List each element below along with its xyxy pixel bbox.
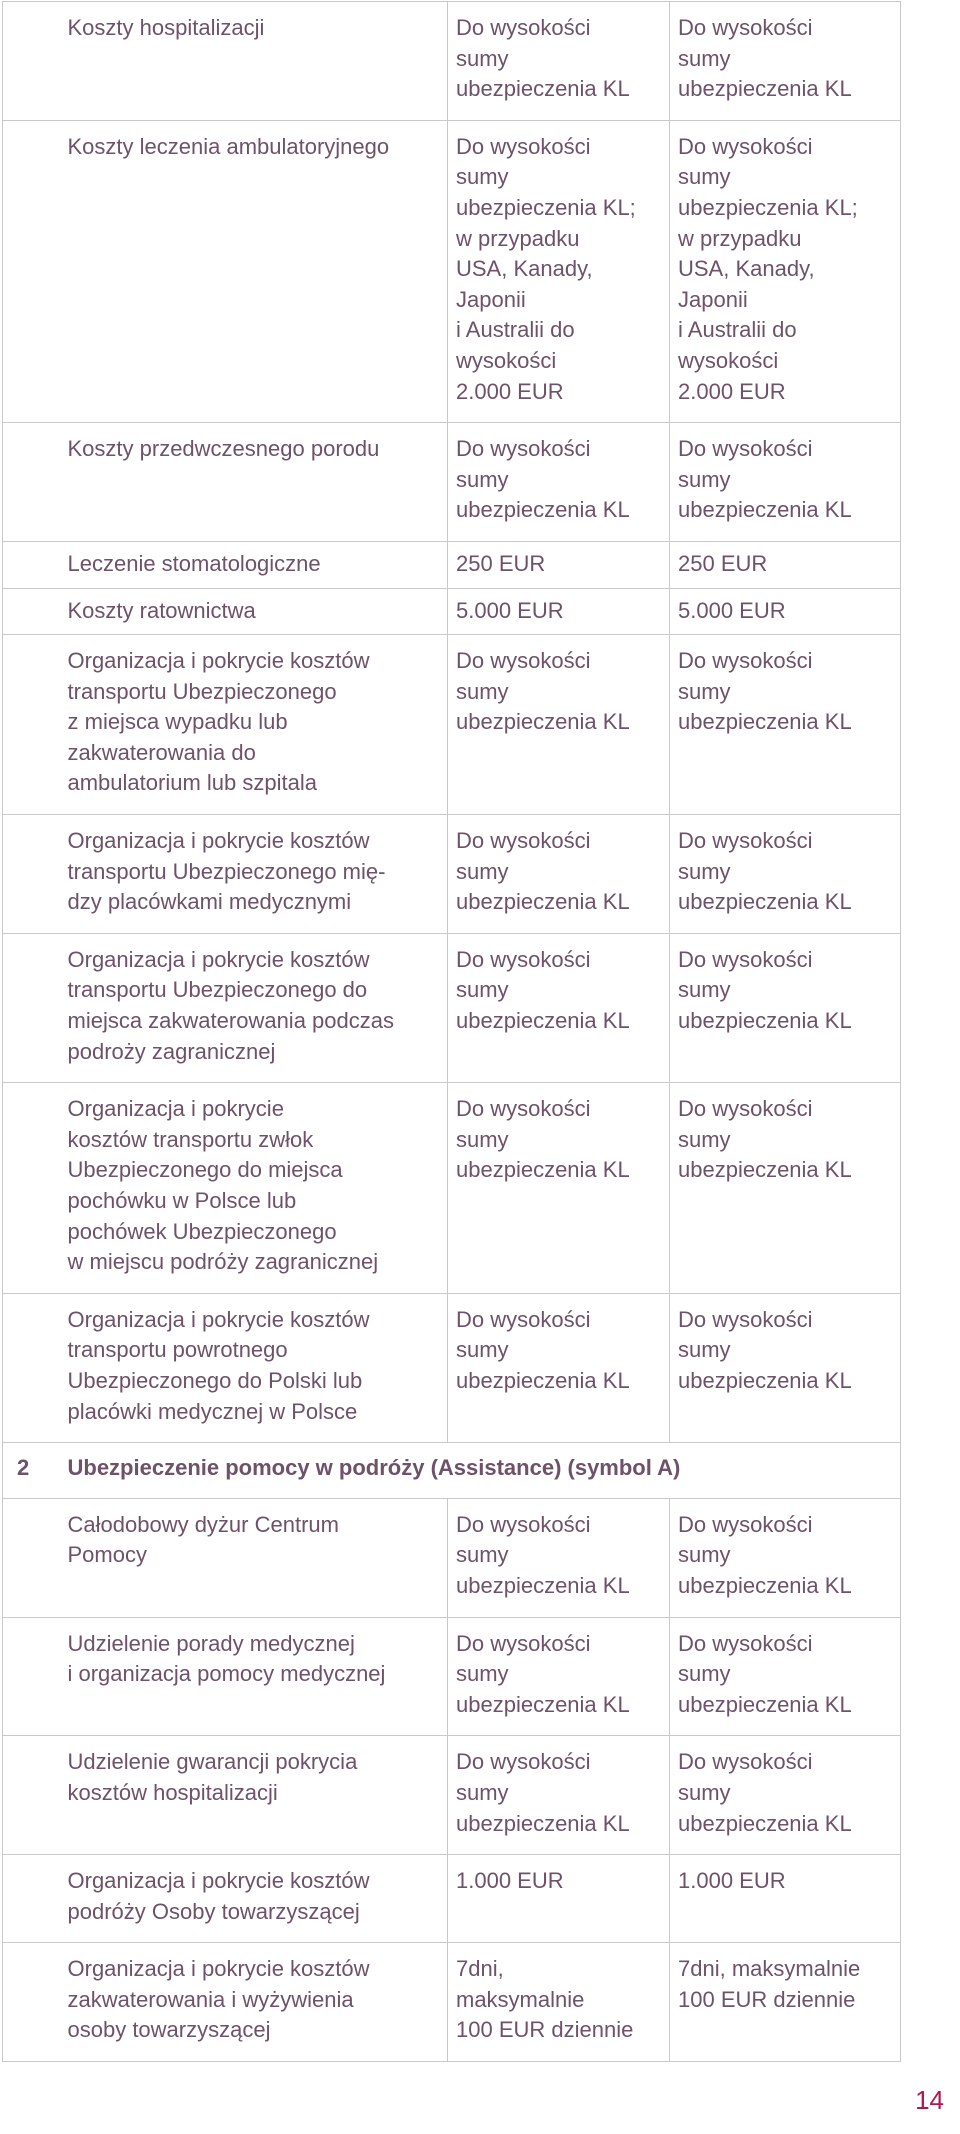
benefit-limit-variant-1-text: Do wysokości sumy ubezpieczenia KL — [456, 1306, 630, 1393]
benefit-name-text: Organizacja i pokrycie kosztów transportu Ubezpieczonego do miejsca zakwaterowania podczas podroży zagranicznej — [67, 946, 394, 1064]
benefit-name-text: Całodobowy dyżur Centrum Pomocy — [67, 1511, 339, 1568]
benefit-limit-variant-1 — [448, 588, 670, 635]
benefit-name-text: Organizacja i pokrycie kosztów transportu powrotnego Ubezpieczonego do Polski lub placówki medycznej w Polsce — [67, 1306, 370, 1424]
benefit-limit-variant-2 — [670, 1083, 901, 1294]
benefit-name-text: Koszty hospitalizacji — [67, 15, 265, 40]
benefit-name — [60, 1293, 448, 1442]
table-row — [3, 120, 901, 422]
benefit-name-text: Leczenie stomatologiczne — [67, 550, 321, 576]
row-spacer — [3, 1617, 60, 1736]
row-spacer — [3, 588, 60, 635]
benefits-table-body — [3, 2, 901, 2062]
benefit-limit-variant-2-text: Do wysokości sumy ubezpieczenia KL — [678, 946, 852, 1034]
table-row — [3, 1943, 901, 2062]
benefit-limit-variant-1 — [448, 1617, 670, 1736]
benefit-name-text: Organizacja i pokrycie kosztów transportu zwłok Ubezpieczonego do miejsca pochówku w Polsce lub pochówek Ubezpieczonego w miejscu podróży zagranicznej — [67, 1096, 379, 1275]
benefit-limit-variant-2-text: Do wysokości sumy ubezpieczenia KL — [678, 648, 852, 735]
benefit-limit-variant-2-text: Do wysokości sumy ubezpieczenia KL — [678, 15, 852, 102]
benefit-limit-variant-1 — [448, 635, 670, 815]
benefit-name — [60, 423, 448, 542]
benefit-name — [60, 120, 448, 422]
benefit-limit-variant-1-text: Do wysokości sumy ubezpieczenia KL — [456, 1096, 630, 1183]
table-row — [3, 815, 901, 934]
benefit-name-text: Organizacja i pokrycie kosztów zakwaterowania i wyżywienia osoby towarzyszącej — [67, 1956, 370, 2043]
benefit-limit-variant-2-text: 5.000 EUR — [678, 597, 786, 623]
benefit-limit-variant-2 — [670, 635, 901, 815]
benefit-limit-variant-2-text: Do wysokości sumy ubezpieczenia KL — [678, 1749, 852, 1836]
row-spacer — [3, 635, 60, 815]
row-spacer — [3, 1943, 60, 2062]
section-title — [60, 1443, 901, 1499]
benefit-limit-variant-2 — [670, 1736, 901, 1855]
benefit-limit-variant-2 — [670, 815, 901, 934]
benefit-name — [60, 1736, 448, 1855]
benefit-name — [60, 588, 448, 635]
table-row — [3, 1498, 901, 1617]
benefit-limit-variant-1 — [448, 933, 670, 1082]
benefit-name — [60, 933, 448, 1082]
row-spacer — [3, 423, 60, 542]
benefit-limit-variant-1 — [448, 2, 670, 121]
benefit-limit-variant-2 — [670, 2, 901, 121]
table-row — [3, 423, 901, 542]
benefit-limit-variant-1 — [448, 1855, 670, 1943]
benefit-limit-variant-2 — [670, 1617, 901, 1736]
benefit-name — [60, 635, 448, 815]
benefit-limit-variant-1 — [448, 815, 670, 934]
benefit-name — [60, 1855, 448, 1943]
benefit-limit-variant-1 — [448, 120, 670, 422]
benefit-limit-variant-1 — [448, 1943, 670, 2062]
benefit-name — [60, 815, 448, 934]
benefit-name — [60, 1083, 448, 1294]
table-row — [3, 933, 901, 1082]
benefit-limit-variant-2-text: Do wysokości sumy ubezpieczenia KL — [678, 1096, 852, 1183]
benefit-limit-variant-2 — [670, 1943, 901, 2062]
benefit-limit-variant-1-text: 5.000 EUR — [456, 597, 564, 623]
row-spacer — [3, 1083, 60, 1294]
benefit-limit-variant-1-text: 1.000 EUR — [456, 1868, 564, 1894]
row-spacer — [3, 815, 60, 934]
benefit-limit-variant-1-text: Do wysokości sumy ubezpieczenia KL; w przypadku USA, Kanady, Japonii i Australii do wysokości 2.000 EUR — [456, 133, 636, 404]
benefit-limit-variant-2-text: Do wysokości sumy ubezpieczenia KL; w przypadku USA, Kanady, Japonii i Australii do wysokości 2.000 EUR — [678, 133, 858, 404]
benefit-limit-variant-1-text: 7dni, maksymalnie 100 EUR dziennie — [456, 1956, 634, 2043]
table-row — [3, 635, 901, 815]
benefit-name — [60, 1943, 448, 2062]
benefit-name-text: Koszty przedwczesnego porodu — [67, 436, 380, 462]
benefit-limit-variant-1-text: Do wysokości sumy ubezpieczenia KL — [456, 946, 630, 1034]
benefit-limit-variant-1 — [448, 541, 670, 588]
section-number-text: 2 — [17, 1455, 30, 1481]
benefit-limit-variant-2-text: Do wysokości sumy ubezpieczenia KL — [678, 828, 852, 915]
benefit-name-text: Organizacja i pokrycie kosztów podróży Osoby towarzyszącej — [67, 1868, 370, 1924]
benefit-limit-variant-2-text: Do wysokości sumy ubezpieczenia KL — [678, 1306, 852, 1393]
benefit-limit-variant-2 — [670, 541, 901, 588]
benefit-limit-variant-1 — [448, 1498, 670, 1617]
benefit-name-text: Organizacja i pokrycie kosztów transportu Ubezpieczonego z miejsca wypadku lub zakwaterowania do ambulatorium lub szpitala — [67, 648, 370, 796]
table-row — [3, 1083, 901, 1294]
benefit-name — [60, 541, 448, 588]
benefit-limit-variant-1-text: Do wysokości sumy ubezpieczenia KL — [456, 1749, 630, 1836]
row-spacer — [3, 1498, 60, 1617]
benefit-name-text: Organizacja i pokrycie kosztów transportu Ubezpieczonego mię- dzy placówkami medycznymi — [67, 828, 386, 915]
benefit-limit-variant-2 — [670, 1855, 901, 1943]
benefit-limit-variant-2 — [670, 933, 901, 1082]
benefits-table — [2, 1, 901, 2062]
row-spacer — [3, 120, 60, 422]
page-number: 14 — [915, 2085, 944, 2115]
benefit-limit-variant-1-text: Do wysokości sumy ubezpieczenia KL — [456, 1511, 630, 1598]
row-spacer — [3, 1293, 60, 1442]
benefit-limit-variant-2-text: 250 EUR — [678, 550, 768, 576]
benefit-limit-variant-1-text: Do wysokości sumy ubezpieczenia KL — [456, 648, 630, 735]
row-spacer — [3, 1855, 60, 1943]
benefit-limit-variant-2 — [670, 1293, 901, 1442]
benefit-limit-variant-1 — [448, 1293, 670, 1442]
table-row — [3, 1736, 901, 1855]
benefit-limit-variant-1-text: Do wysokości sumy ubezpieczenia KL — [456, 1630, 630, 1717]
table-row — [3, 588, 901, 635]
table-row — [3, 2, 901, 121]
row-spacer — [3, 1736, 60, 1855]
table-row — [3, 1293, 901, 1442]
section-number — [3, 1443, 60, 1499]
benefit-name-text: Udzielenie gwarancji pokrycia kosztów hospitalizacji — [67, 1749, 358, 1805]
benefit-name-text: Udzielenie porady medycznej i organizacja pomocy medycznej — [67, 1630, 386, 1687]
benefit-limit-variant-1 — [448, 1083, 670, 1294]
benefit-limit-variant-2-text: Do wysokości sumy ubezpieczenia KL — [678, 1630, 852, 1717]
benefit-limit-variant-2 — [670, 1498, 901, 1617]
benefit-name — [60, 1617, 448, 1736]
benefit-limit-variant-2 — [670, 120, 901, 422]
benefit-limit-variant-2-text: Do wysokości sumy ubezpieczenia KL — [678, 436, 852, 523]
section-title-text: Ubezpieczenie pomocy w podróży (Assistance) (symbol A) — [67, 1455, 681, 1481]
benefit-name — [60, 2, 448, 121]
row-spacer — [3, 541, 60, 588]
row-spacer — [3, 2, 60, 121]
benefit-limit-variant-2-text: 7dni, maksymalnie 100 EUR dziennie — [678, 1956, 861, 2012]
table-row — [3, 1855, 901, 1943]
benefit-name — [60, 1498, 448, 1617]
table-row — [3, 1617, 901, 1736]
benefit-limit-variant-1-text: Do wysokości sumy ubezpieczenia KL — [456, 15, 630, 102]
benefit-name-text: Koszty ratownictwa — [67, 597, 256, 623]
benefit-limit-variant-1-text: 250 EUR — [456, 550, 546, 576]
table-row — [3, 541, 901, 588]
benefit-limit-variant-1 — [448, 1736, 670, 1855]
benefit-limit-variant-2 — [670, 588, 901, 635]
benefit-name-text: Koszty leczenia ambulatoryjnego — [67, 133, 390, 159]
benefit-limit-variant-1-text: Do wysokości sumy ubezpieczenia KL — [456, 436, 630, 523]
row-spacer — [3, 933, 60, 1082]
benefit-limit-variant-1-text: Do wysokości sumy ubezpieczenia KL — [456, 828, 630, 915]
benefit-limit-variant-2-text: 1.000 EUR — [678, 1868, 786, 1894]
benefit-limit-variant-2-text: Do wysokości sumy ubezpieczenia KL — [678, 1511, 852, 1598]
benefit-limit-variant-1 — [448, 423, 670, 542]
section-header-row — [3, 1443, 901, 1499]
benefit-limit-variant-2 — [670, 423, 901, 542]
